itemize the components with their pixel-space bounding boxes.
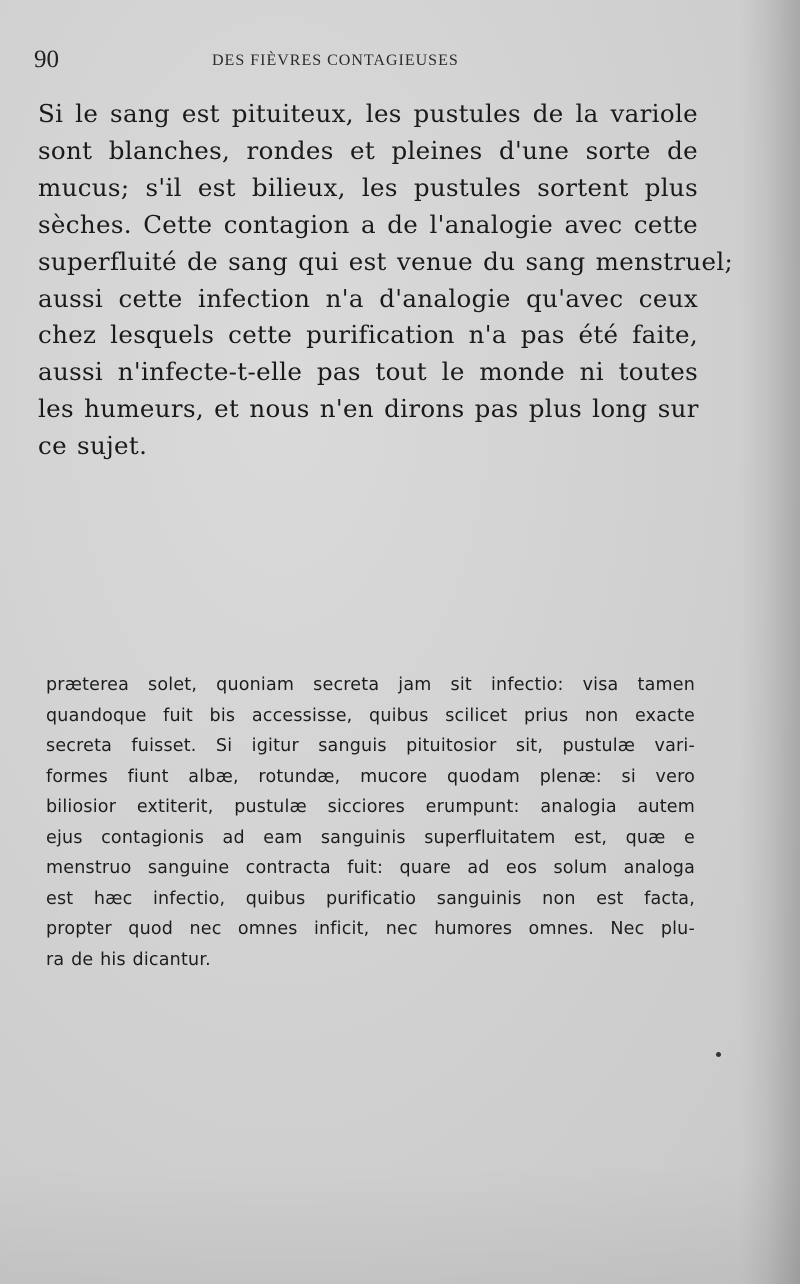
french-line: ce sujet. bbox=[38, 431, 148, 461]
page-number: 90 bbox=[34, 46, 59, 73]
french-line: superfluité de sang qui est venue du sang menstruel; bbox=[38, 246, 734, 276]
french-line: chez lesquels cette purification n'a pas été faite, bbox=[38, 320, 698, 350]
page-spine-shadow bbox=[740, 0, 800, 1284]
latin-line: ejus contagionis ad eam sanguinis superfluitatem est, quæ e bbox=[46, 827, 695, 848]
paper-speck bbox=[716, 1052, 721, 1057]
page-header bbox=[34, 46, 724, 76]
running-head: DES FIÈVRES CONTAGIEUSES bbox=[212, 52, 459, 69]
page-bottom-shade bbox=[0, 1164, 800, 1284]
french-line: aussi cette infection n'a d'analogie qu'avec ceux bbox=[38, 283, 698, 313]
latin-line: menstruo sanguine contracta fuit: quare ad eos solum analoga bbox=[46, 858, 695, 878]
french-line: les humeurs, et nous n'en dirons pas plus long sur bbox=[38, 394, 699, 424]
latin-line: propter quod nec omnes inficit, nec humores omnes. Nec plu- bbox=[46, 919, 695, 939]
latin-original-paragraph bbox=[46, 670, 695, 975]
french-line: sont blanches, rondes et pleines d'une sorte de bbox=[38, 135, 698, 165]
latin-line: præterea solet, quoniam secreta jam sit infectio: visa tamen bbox=[46, 675, 695, 695]
french-translation-paragraph bbox=[38, 96, 734, 465]
latin-line: biliosior extiterit, pustulæ sicciores erumpunt: analogia autem bbox=[46, 797, 695, 817]
french-line: Si le sang est pituiteux, les pustules de la variole bbox=[38, 99, 698, 128]
latin-line: est hæc infectio, quibus purificatio sanguinis non est facta, bbox=[46, 888, 695, 909]
latin-line: ra de his dicantur. bbox=[46, 949, 211, 970]
french-line: mucus; s'il est bilieux, les pustules sortent plus bbox=[38, 172, 698, 202]
latin-line: secreta fuisset. Si igitur sanguis pituitosior sit, pustulæ vari- bbox=[46, 736, 695, 756]
french-line: sèches. Cette contagion a de l'analogie avec cette bbox=[38, 209, 698, 239]
latin-line: quandoque fuit bis accessisse, quibus scilicet prius non exacte bbox=[46, 705, 695, 726]
latin-line: formes fiunt albæ, rotundæ, mucore quodam plenæ: si vero bbox=[46, 766, 695, 787]
french-line: aussi n'infecte-t-elle pas tout le monde ni toutes bbox=[38, 357, 698, 387]
